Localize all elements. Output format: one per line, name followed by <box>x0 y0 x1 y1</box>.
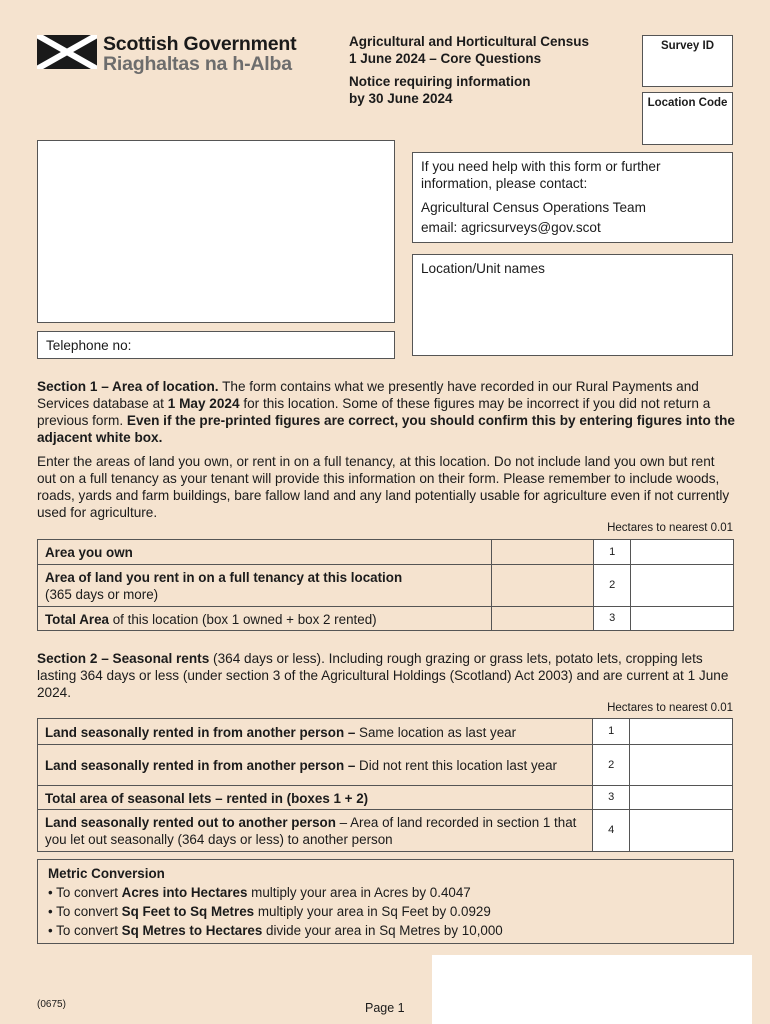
survey-id-label: Survey ID <box>660 40 715 52</box>
row-label: Land seasonally rented in from another person – Same location as last year <box>38 719 593 745</box>
list-item: • To convert Acres into Hectares multiply your area in Acres by 0.4047 <box>48 885 471 900</box>
table-row <box>38 565 734 607</box>
total-area-input[interactable] <box>631 607 734 631</box>
row-label: Total Area of this location (box 1 owned + box 2 rented) <box>38 607 492 631</box>
area-rented-input[interactable] <box>631 565 734 607</box>
form-code: (0675) <box>37 999 66 1010</box>
contact-box <box>412 152 733 243</box>
seasonal-let-out-input[interactable] <box>630 810 733 852</box>
box-number: 3 <box>593 786 630 810</box>
barcode-area <box>432 955 752 1024</box>
page-number: Page 1 <box>365 1001 405 1015</box>
saltire-flag-icon <box>37 35 97 69</box>
box-number: 1 <box>593 719 630 745</box>
location-unit-names-label: Location/Unit names <box>421 261 545 276</box>
location-code-label: Location Code <box>647 97 728 109</box>
box-number: 4 <box>593 810 630 852</box>
survey-id-box <box>642 35 733 87</box>
row-label: Total area of seasonal lets – rented in (boxes 1 + 2) <box>38 786 593 810</box>
help-text: If you need help with this form or further information, please contact: <box>421 159 661 191</box>
notice-deadline: Notice requiring information by 30 June 2024 <box>349 74 531 106</box>
preprinted-value <box>492 565 594 607</box>
contact-team: Agricultural Census Operations Team <box>421 200 646 215</box>
section1-units-note: Hectares to nearest 0.01 <box>607 522 733 534</box>
section2-units-note: Hectares to nearest 0.01 <box>607 702 733 714</box>
seasonal-rent-new-input[interactable] <box>630 745 733 786</box>
seasonal-rent-same-input[interactable] <box>630 719 733 745</box>
seasonal-total-input[interactable] <box>630 786 733 810</box>
address-box <box>37 140 395 323</box>
preprinted-value <box>492 607 594 631</box>
list-item: • To convert Sq Feet to Sq Metres multiply your area in Sq Feet by 0.0929 <box>48 904 491 919</box>
box-number: 2 <box>593 745 630 786</box>
section2-intro: Section 2 – Seasonal rents (364 days or less). Including rough grazing or grass lets, potato lets, cropping lets lasting 364 days or less (under section 3 of the Agricultural Holdings (Scotland) Act 2003) and are current at 1 June 2024. <box>37 651 729 700</box>
box-number: 3 <box>594 607 631 631</box>
logo-name-english: Scottish Government <box>103 33 297 55</box>
row-label: Area of land you rent in on a full tenancy at this location (365 days or more) <box>38 565 492 607</box>
table-row <box>38 786 733 810</box>
section1-instructions: Enter the areas of land you own, or rent in on a full tenancy, at this location. Do not include land you own but rent out on a full tenancy as your tenant will provide this information on their form. Please remember to include woods, roads, yards and farm buildings, bare fallow land and any land potentially usable for agriculture even if not currently used for agriculture. <box>37 454 730 520</box>
location-code-box <box>642 92 733 145</box>
table-row <box>38 810 733 852</box>
preprinted-value <box>492 540 594 565</box>
list-item: • To convert Sq Metres to Hectares divide your area in Sq Metres by 10,000 <box>48 923 503 938</box>
section1-table <box>37 539 734 631</box>
table-row <box>38 745 733 786</box>
metric-conversion-box <box>37 859 734 944</box>
row-label: Area you own <box>38 540 492 565</box>
table-row <box>38 540 734 565</box>
contact-email: email: agricsurveys@gov.scot <box>421 220 601 235</box>
box-number: 2 <box>594 565 631 607</box>
box-number: 1 <box>594 540 631 565</box>
section1-intro: Section 1 – Area of location. The form contains what we presently have recorded in our Rural Payments and Services database at 1 May 2024 for this location. Some of these figures may be incorrect if you did not return a previous form. Even if the pre-printed figures are correct, you should confirm this by entering figures into the adjacent white box. <box>37 379 735 445</box>
section1-heading: Section 1 – Area of location. <box>37 379 219 394</box>
area-owned-input[interactable] <box>631 540 734 565</box>
section2-heading: Section 2 – Seasonal rents <box>37 651 210 666</box>
telephone-field[interactable] <box>37 331 395 359</box>
form-title: Agricultural and Horticultural Census 1 June 2024 – Core Questions <box>349 34 590 66</box>
table-row <box>38 607 734 631</box>
table-row <box>38 719 733 745</box>
metric-conversion-title: Metric Conversion <box>48 866 165 881</box>
row-label: Land seasonally rented in from another person – Did not rent this location last year <box>38 745 593 786</box>
telephone-label: Telephone no: <box>46 338 132 353</box>
row-label: Land seasonally rented out to another person – Area of land recorded in section 1 that you let out seasonally (364 days or less) to another person <box>38 810 593 852</box>
logo-name-gaelic: Riaghaltas na h-Alba <box>103 53 292 75</box>
section1-emphasis: Even if the pre-printed figures are correct, you should confirm this by entering figures into the adjacent white box. <box>37 413 735 445</box>
section2-table <box>37 718 733 852</box>
location-unit-names-box <box>412 254 733 356</box>
